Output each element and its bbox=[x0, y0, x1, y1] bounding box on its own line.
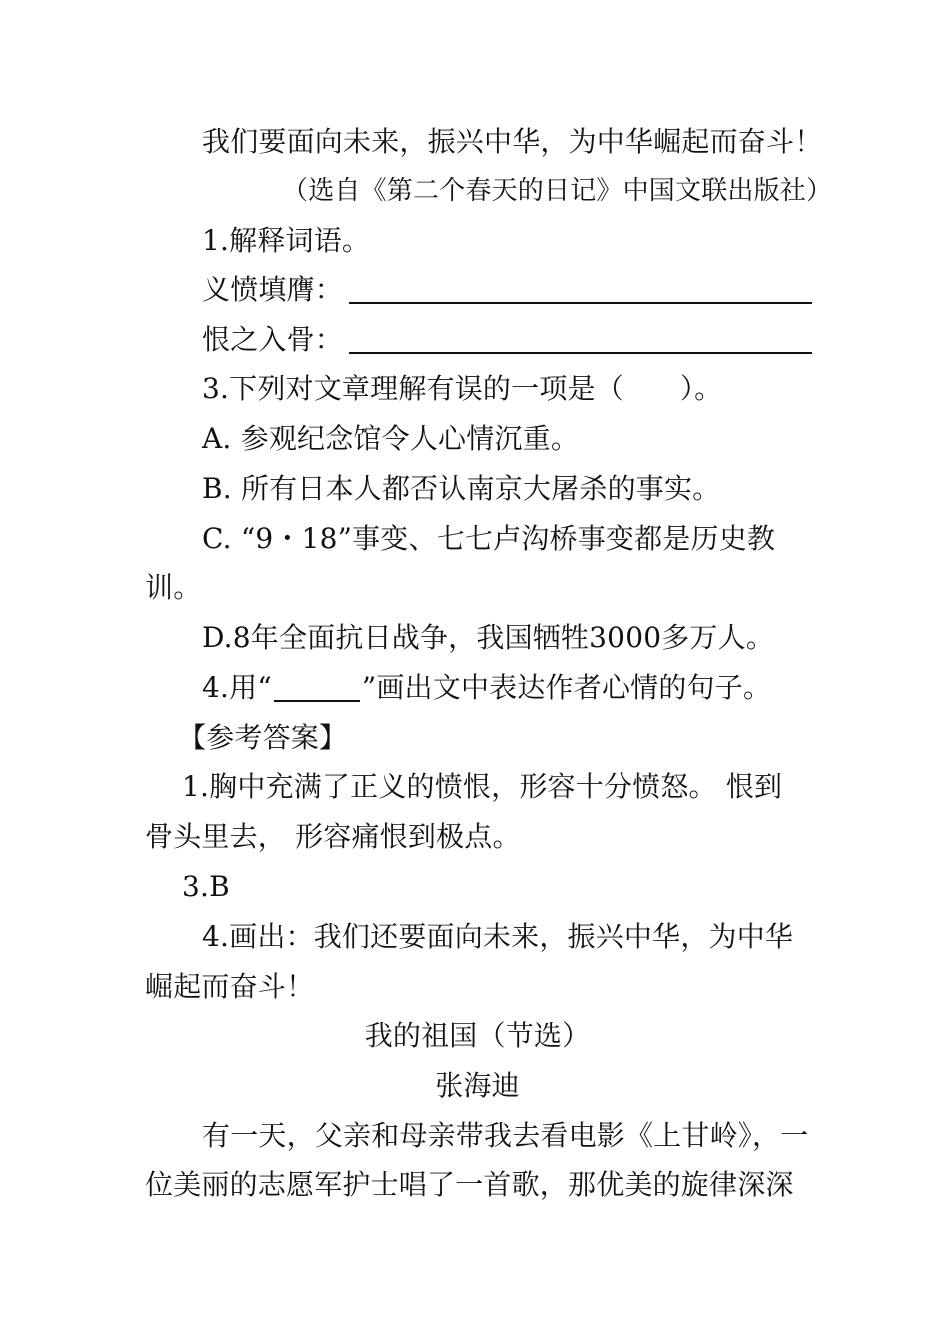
question-1-title: 1.解释词语。 bbox=[202, 224, 371, 257]
answer-4-line-2: 崛起而奋斗！ bbox=[145, 970, 315, 1003]
question-3-suffix: ）。 bbox=[679, 372, 723, 405]
question-3-prefix: 3.下列对文章理解有误的一项是（ bbox=[202, 372, 624, 405]
next-text-paragraph-line-1: 有一天，父亲和母亲带我去看电影《上甘岭》，一 bbox=[202, 1119, 809, 1152]
question-3-option-b: B. 所有日本人都否认南京大屠杀的事实。 bbox=[202, 472, 721, 505]
answer-1-line-2: 骨头里去， 形容痛恨到极点。 bbox=[145, 820, 521, 853]
question-4-suffix: ”画出文中表达作者心情的句子。 bbox=[361, 671, 772, 704]
closing-sentence: 我们要面向未来，振兴中华，为中华崛起而奋斗！ bbox=[202, 125, 823, 158]
underline-blank bbox=[274, 674, 360, 702]
question-3-option-c-line-1: C. “9・18”事变、七七卢沟桥事变都是历史教 bbox=[202, 522, 776, 555]
next-text-author: 张海迪 bbox=[435, 1069, 520, 1102]
next-text-paragraph-line-2: 位美丽的志愿军护士唱了一首歌，那优美的旋律深深 bbox=[145, 1168, 794, 1201]
next-text-title: 我的祖国（节选） bbox=[364, 1019, 591, 1052]
question-1-term-a-fill-row bbox=[202, 270, 812, 310]
question-4 bbox=[202, 668, 867, 708]
answer-blank-line bbox=[349, 276, 812, 304]
source-note: （选自《第二个春天的日记》中国文联出版社） bbox=[282, 176, 833, 206]
question-3-option-c-line-2: 训。 bbox=[145, 571, 202, 604]
question-1-term-a-label: 义愤填膺： bbox=[202, 273, 344, 306]
question-3-option-a: A. 参观纪念馆令人心情沉重。 bbox=[202, 422, 580, 455]
question-1-term-b-row bbox=[202, 320, 867, 360]
question-3-option-d: D.8年全面抗日战争，我国牺牲3000多万人。 bbox=[202, 621, 775, 654]
answer-blank-line bbox=[349, 326, 812, 354]
question-1-term-b-label: 恨之入骨： bbox=[202, 323, 344, 356]
question-4-prefix: 4.用“ bbox=[202, 671, 272, 704]
question-1-term-b-fill-row bbox=[202, 320, 812, 360]
answer-4-line-1: 4.画出：我们还要面向未来，振兴中华，为中华 bbox=[202, 920, 794, 953]
question-1-term-a-row bbox=[202, 270, 867, 310]
answer-3: 3.B bbox=[182, 870, 230, 903]
answers-heading: 【参考答案】 bbox=[178, 721, 348, 754]
question-3-stem bbox=[202, 369, 867, 409]
answer-1-line-1: 1.胸中充满了正义的愤恨，形容十分愤怒。 恨到 bbox=[182, 770, 783, 803]
